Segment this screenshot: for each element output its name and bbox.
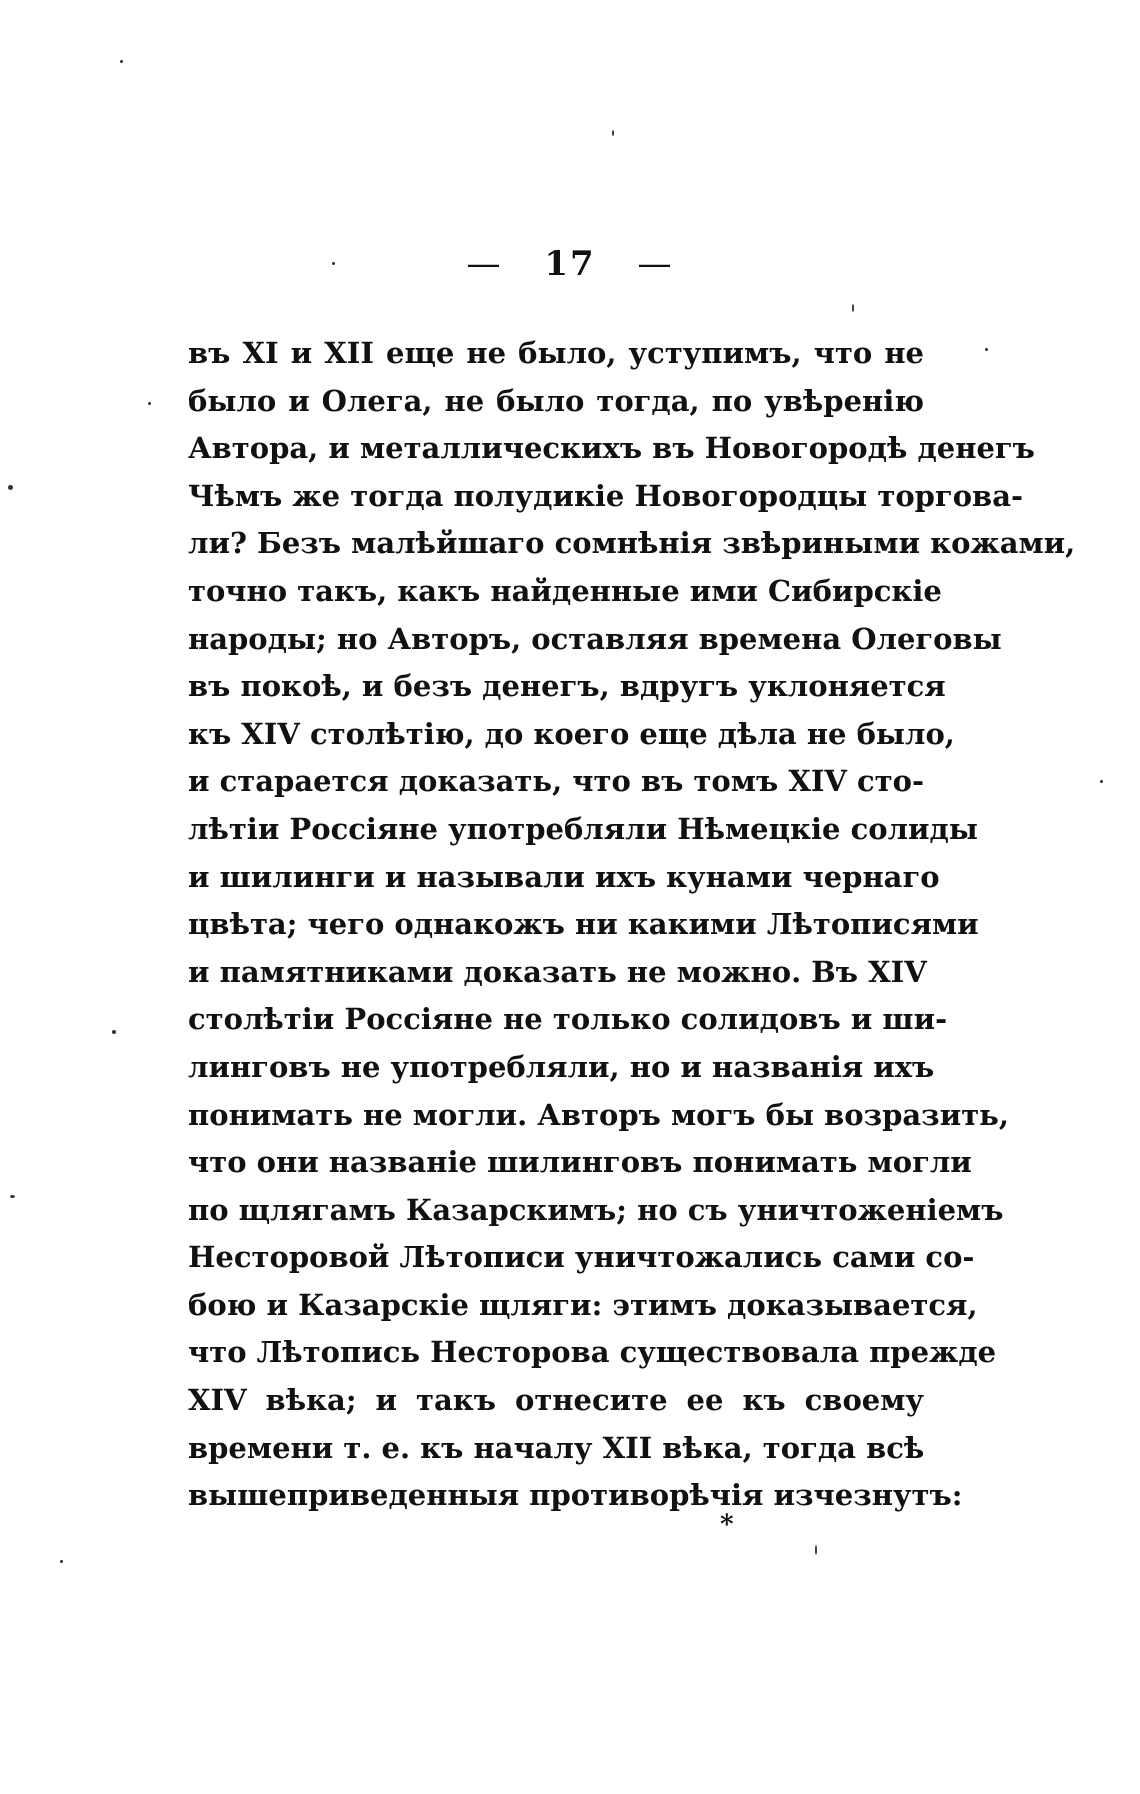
text-line: что Лѣтопись Несторова существовала прежде xyxy=(188,1335,997,1370)
header-dash-left: — xyxy=(466,244,503,284)
scan-speck xyxy=(985,348,988,351)
scan-speck xyxy=(120,60,123,63)
text-line: что они названіе шилинговъ понимать могли xyxy=(188,1145,972,1180)
scan-speck xyxy=(148,402,151,405)
text-line: и старается доказать, что въ томъ XIV сто- xyxy=(188,764,924,799)
text-line: Чѣмъ же тогда полудикіе Новогородцы торгова- xyxy=(188,478,1024,513)
header-dash-right: — xyxy=(637,244,674,284)
scan-speck xyxy=(852,304,854,312)
scan-speck xyxy=(60,1560,63,1563)
text-line: народы; но Авторъ, оставляя времена Олеговы xyxy=(188,621,1002,656)
body-text xyxy=(188,330,1076,1520)
page-number: 17 xyxy=(544,244,596,284)
text-line: и памятниками доказать не можно. Въ XIV xyxy=(188,954,927,989)
text-line: точно такъ, какъ найденные ими Сибирскіе xyxy=(188,573,942,608)
text-line: и шилинги и называли ихъ кунами чернаго xyxy=(188,859,940,894)
text-line: бою и Казарскіе щляги: этимъ доказывается, xyxy=(188,1287,978,1322)
text-line: времени т. е. къ началу XII вѣка, тогда всѣ xyxy=(188,1430,925,1465)
text-line: къ XIV столѣтію, до коего еще дѣла не было, xyxy=(188,716,955,751)
text-line: въ XI и XII еще не было, уступимъ, что не xyxy=(188,336,924,370)
text-line: линговъ не употребляли, но и названія ихъ xyxy=(188,1049,935,1084)
text-line: лѣтіи Россіяне употребляли Нѣмецкіе солиды xyxy=(188,811,978,846)
scan-speck xyxy=(815,1545,817,1555)
scan-speck xyxy=(10,1195,15,1198)
text-line: столѣтіи Россіяне не только солидовъ и ши- xyxy=(188,1002,948,1037)
scan-speck xyxy=(612,130,614,136)
text-line: цвѣта; чего однакожъ ни какими Лѣтописями xyxy=(188,907,979,942)
text-line: Автора, и металлическихъ въ Новогородѣ денегъ xyxy=(188,431,1035,466)
text-line: понимать не могли. Авторъ могъ бы возразить, xyxy=(188,1097,1009,1132)
signature-mark: * xyxy=(720,1510,734,1540)
text-line: по щлягамъ Казарскимъ; но съ уничтоженіемъ xyxy=(188,1192,1004,1227)
text-line: вышеприведенныя противорѣчія изчезнутъ: xyxy=(188,1478,963,1513)
text-line: Несторовой Лѣтописи уничтожались сами со- xyxy=(188,1240,975,1275)
page-header xyxy=(0,244,1140,284)
text-line: въ покоѣ, и безъ денегъ, вдругъ уклоняется xyxy=(188,669,946,704)
scan-speck xyxy=(112,1030,116,1034)
text-line: ли? Безъ малѣйшаго сомнѣнія звѣриными кожами, xyxy=(188,526,1076,561)
text-line: было и Олега, не было тогда, по увѣренію xyxy=(188,383,924,418)
scan-speck xyxy=(1100,780,1103,783)
text-line: XIV вѣка; и такъ отнесите ее къ своему xyxy=(188,1383,924,1418)
scan-speck xyxy=(8,485,13,490)
scan-speck xyxy=(332,262,335,265)
